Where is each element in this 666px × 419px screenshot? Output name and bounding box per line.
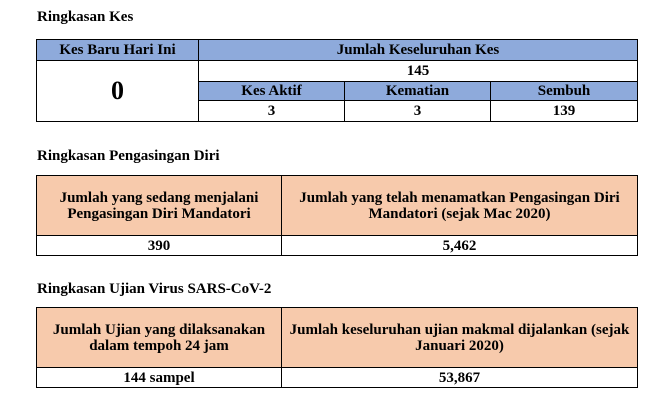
kes-section-title: Ringkasan Kes xyxy=(37,9,134,25)
ujian-table xyxy=(36,307,638,388)
pengasingan-section-title: Ringkasan Pengasingan Diri xyxy=(37,148,220,164)
recovered-value: 139 xyxy=(491,101,638,122)
new-cases-value: 0 xyxy=(37,61,199,122)
ujian-section-title: Ringkasan Ujian Virus SARS-CoV-2 xyxy=(37,281,272,297)
active-cases-header: Kes Aktif xyxy=(199,82,345,101)
self-isolation-completed-value: 5,462 xyxy=(282,236,638,256)
deaths-value: 3 xyxy=(345,101,491,122)
total-cases-header: Jumlah Keseluruhan Kes xyxy=(199,40,638,61)
total-cases-value: 145 xyxy=(199,61,638,82)
recovered-header: Sembuh xyxy=(491,82,638,101)
kes-table xyxy=(36,39,638,122)
total-tests-header: Jumlah keseluruhan ujian makmal dijalankan (sejak Januari 2020) xyxy=(282,308,638,368)
self-isolation-current-value: 390 xyxy=(37,236,282,256)
total-tests-value: 53,867 xyxy=(282,368,638,388)
new-cases-header: Kes Baru Hari Ini xyxy=(37,40,199,61)
daily-tests-header: Jumlah Ujian yang dilaksanakan dalam tempoh 24 jam xyxy=(37,308,282,368)
self-isolation-completed-header: Jumlah yang telah menamatkan Pengasingan Diri Mandatori (sejak Mac 2020) xyxy=(282,176,638,236)
self-isolation-current-header: Jumlah yang sedang menjalani Pengasingan Diri Mandatori xyxy=(37,176,282,236)
active-cases-value: 3 xyxy=(199,101,345,122)
pengasingan-table xyxy=(36,175,638,256)
deaths-header: Kematian xyxy=(345,82,491,101)
daily-tests-value: 144 sampel xyxy=(37,368,282,388)
